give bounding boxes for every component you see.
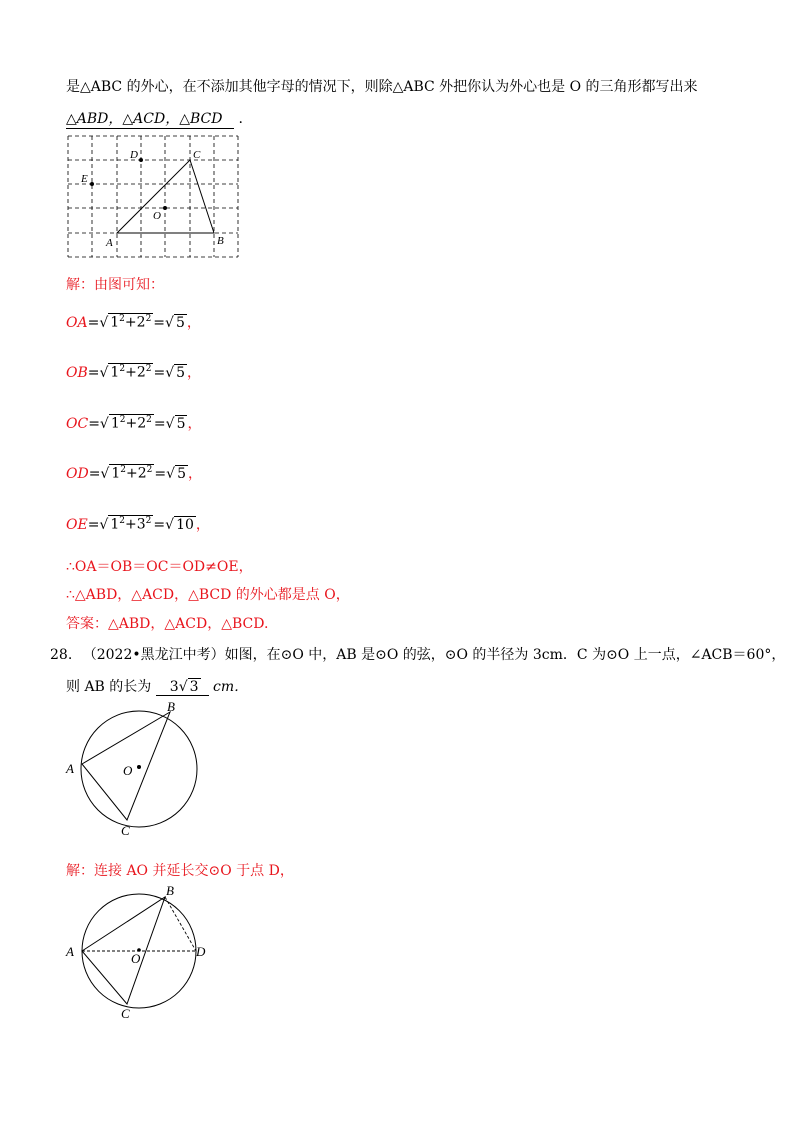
label-o: O (131, 951, 141, 966)
q28-circle-figure-1 (60, 696, 210, 841)
label-c: C (121, 1006, 130, 1021)
label-a: A (66, 761, 74, 776)
q28-solution: 解：连接 AO 并延长交⊙O 于点 D， (66, 863, 294, 879)
q28-circle-figure-2 (60, 880, 220, 1025)
q28-line2: 则 AB 的长为 3√ 3 cm． (66, 679, 249, 695)
label-d: D (130, 149, 138, 161)
q27-eq-oe: OE=√ $1^2+3^2$ =√ 10 ， (66, 516, 210, 533)
label-d: D (196, 944, 206, 959)
q28-number: 28. (50, 647, 73, 663)
triangle-abc (82, 897, 165, 1004)
q27-eq-od: OD=√ $1^2+2^2$ =√ 5 ， (66, 465, 202, 482)
q27-eq-oa: OA=√ $1^2+2^2$ =√ 5 ， (66, 314, 201, 331)
label-c: C (121, 823, 130, 838)
label-b: B (167, 699, 175, 714)
q27-answer-tail: . (238, 111, 243, 127)
label-a: A (106, 237, 113, 249)
q27-intro: 是△ABC 的外心，在不添加其他字母的情况下，则除△ABC 外把你认为外心也是 O 的三角形都写出来 (66, 79, 698, 95)
chord-bd (165, 897, 196, 951)
q28-line1 (50, 644, 785, 664)
q28-answer-blank: 3√ 3 (156, 678, 209, 696)
q27-eq-oc: OC=√ $1^2+2^2$ =√ 5 ， (66, 415, 202, 432)
label-e: E (81, 173, 88, 185)
q27-solution-header: 解：由图可知： (66, 277, 164, 293)
q27-answer-line (66, 108, 243, 129)
q27-conclusion-1: ∴OA＝OB＝OC＝OD≠OE， (66, 559, 253, 575)
label-b: B (217, 235, 224, 247)
point-o (163, 206, 167, 210)
label-o: O (153, 210, 161, 222)
point-e (90, 182, 94, 186)
q27-answer: 答案：△ABD，△ACD，△BCD. (66, 616, 269, 632)
q27-answer-blank: △ABD，△ACD，△BCD (66, 108, 234, 129)
q27-conclusion-2: ∴△ABD，△ACD，△BCD 的外心都是点 O， (66, 587, 350, 603)
label-c: C (193, 149, 201, 161)
label-o: O (123, 763, 133, 778)
q27-eq-ob: OB=√ $1^2+2^2$ =√ 5 ， (66, 364, 202, 381)
triangle-abc (117, 160, 214, 233)
point-d (139, 158, 143, 162)
q28-stem: （2022•黑龙江中考）如图，在⊙O 中，AB 是⊙O 的弦，⊙O 的半径为 3cm．C 为⊙O 上一点，∠ACB＝60°， (82, 647, 786, 663)
q27-grid-figure (60, 130, 250, 260)
center-o (137, 765, 141, 769)
label-b: B (166, 883, 174, 898)
label-a: A (66, 944, 74, 959)
